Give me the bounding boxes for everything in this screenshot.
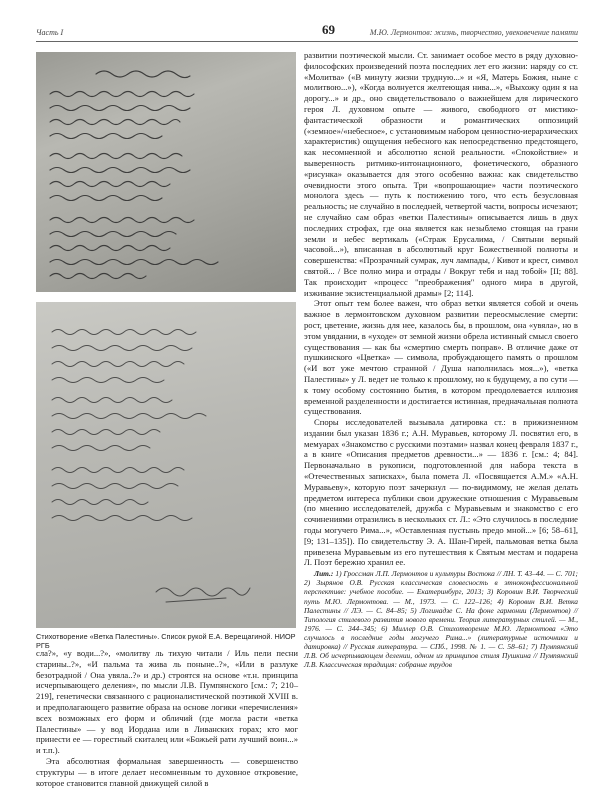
part-label: Часть I [36, 28, 64, 37]
page-number: 69 [322, 22, 335, 37]
right-paragraph-2: Этот опыт тем более важен, что образ ветки является собой и очень важное в лермонтовском духовном развитии переосмысление смерти: рост, цветение, жизнь для нее, казалось бы, в прошлом, она «увяла», но в этом увядании, в «уходе» от земной жизни обрела истинный смысл своего существования — как бы «смертию смерть поправ». В отличие даже от пушкинского «Цветка» — символа, пробуждающего память о прошлом («И вот уже мечтою странной / Душа наполнилась моя...»), «ветка Палестины» у Л. ведет не только к прошлому, но к будущему, а по сути — к тому особому состоянию бытия, в котором преодолевается иллюзия временной разделенности и достигается истинная, предначальная полнота существования. [304, 298, 578, 417]
left-column [36, 648, 298, 788]
right-paragraph-1: развитии поэтической мысли. Ст. занимает особое место в ряду духовно-философских произведений поэта последних лет его жизни: наряду со ст. «Молитва» («В минуту жизни трудную...» и «Я, Матерь Божия, ныне с молитвою...»), «Когда волнуется желтеющая нива...», «Выхожу один я на дорогу...» и др., оно свидетельствовало о важнейшем для лирического героя Л. духовном опыте — живого, свободного от мистико-фантастической образности и романтических оппозиций («земное»/«небесное», с установимым набором ценностно-иерархических характеристик) ощущения небесного как непосредственно предстоящего, как несомненной и абсолютно ясной реальности. «Спокойствие» и выверенность ритмико-интонационного, фонетического, образного «рисунка» оказывается для этого особенно важна: как свидетельство очевидности этого опыта. Три «вопрошающие» части поэтического монолога здесь — путь к постижению того, что есть безусловная реальность; не случайно в последней, четвертой части, вопросы исчезают; не случайно сам образ «ветки Палестины» описывается лишь в двух последних строфах, где она является как незыблемо стоящая на грани земли и небес вертикаль («Страж Ерусалима, / Святыни верный часовой...»), вписанная в абсолютный круг Божественной полноты и совершенства: «Прозрачный сумрак, луч лампады, / Кивот и крест, символ святой... / Все полно мира и отрады / Вокруг тебя и над тобой» [II; 88]. Так происходит «процесс "преображения" одного мира в другой, изживание экзистенциальной драмы» [2; 114]. [304, 50, 578, 298]
manuscript-photo-bottom [36, 302, 296, 628]
running-title: М.Ю. Лермонтов: жизнь, творчество, увековечение памяти [369, 28, 578, 37]
literature-label: Лит.: [314, 569, 334, 579]
header-rule [36, 41, 578, 42]
manuscript-scribbles-top [36, 52, 296, 292]
running-header [36, 22, 578, 40]
right-column [304, 50, 578, 669]
left-paragraph-2: Эта абсолютная формальная завершенность — совершенство структуры — в итоге делает несомненным то духовное откровение, которое становится главной движущей силой в [36, 755, 298, 788]
manuscript-photo-top [36, 52, 296, 292]
literature-list [304, 569, 578, 669]
literature-text: 1) Гроссман Л.П. Лермонтов и культуры Востока // ЛН. Т. 43–44. — С. 701; 2) Зырянов О.В. Русская классическая словесность в этноконфессиональной перспективе: учебное пособие. — Екатеринбург, 2013; 3) Коровин В.И. Творческий путь М.Ю. Лермонтова. — М., 1973. — С. 122–126; 4) Коровин В.И. Ветка Палестины // ЛЭ. — С. 84–85; 5) Логинадзе С. На фоне гармонии (Лермонтов) // Типология стилевого развития нового времени. Теория литературных стилей. — М., 1976. — С. 344–345; 6) Миллер О.В. Стихотворение М.Ю. Лермонтова «Это случилось в последние годы могучего Рима...» (литературные источники и датировка) // Русская литература. — СПб., 1998. № 1. — С. 58–61; 7) Пумпянский Л.В. Об исчерпывающем делении, одном из принципов стиля Пушкина // Пумпянский Л.В. Классическая традиция: собрание трудов [304, 569, 578, 670]
manuscript-scribbles-bottom [36, 302, 296, 628]
right-paragraph-3: Споры исследователей вызывала датировка ст.: в прижизненном издании был указан 1836 г.; А.Н. Муравьев, которому Л. посвятил его, в мемуарах «Знакомство с русскими поэтами» назвал конец февраля 1837 г., а в книге «Описания предметов древности...» — 1836 г. [см.: 4; 84]. Первоначально в рукописи, подготовленной для набора текста в «Отечественных записках», была помета Л. «Посвящается А.М.» «А.Н. Муравьеву», которую поэт зачеркнул — по-видимому, не желая делать предметом интереса публики свои дружеские отношения с Муравьевым (по мнению исследователей, дружба с Муравьевым и знакомство с его сочинениями отразились в нескольких ст. Л.: «Это случилось в последние годы могучего Рима...», «Оставленная пустынь предо мной...» [6; 58–61], [9; 131–135]). По свидетельству Э. А. Шан-Гирей, пальмовая ветка была привезена Муравьевым из его путешествия к Святым местам и подарена Л. Поэт бережно хранил ее. [304, 417, 578, 568]
left-paragraph-1: сла?», «у води...?», «молитву ль тихую читали / Иль пели песни старины..?», «И пальма та жива ль поныне..?», «Или в разлуке безотрадной / Она увяла..?» и др.) строятся на основе «т.н. принципа исчерпывающего деления», по мысли Л.В. Пумпянского [см.: 7; 210–219], генетически связанного с рационалистической поэтикой XVIII в. и предполагающего развитие образа на основе логики «перечисления» всех возможных его форм и обличий (где могла расти «ветка Палестины» — у вод Иордана или в Ливанских горах; кто мог принести ее — горестный скиталец или «Божьей рати лучший воин...» и т.п.). [36, 648, 298, 756]
figure-caption: Стихотворение «Ветка Палестины». Список рукой Е.А. Верещагиной. НИОР РГБ [36, 632, 296, 650]
